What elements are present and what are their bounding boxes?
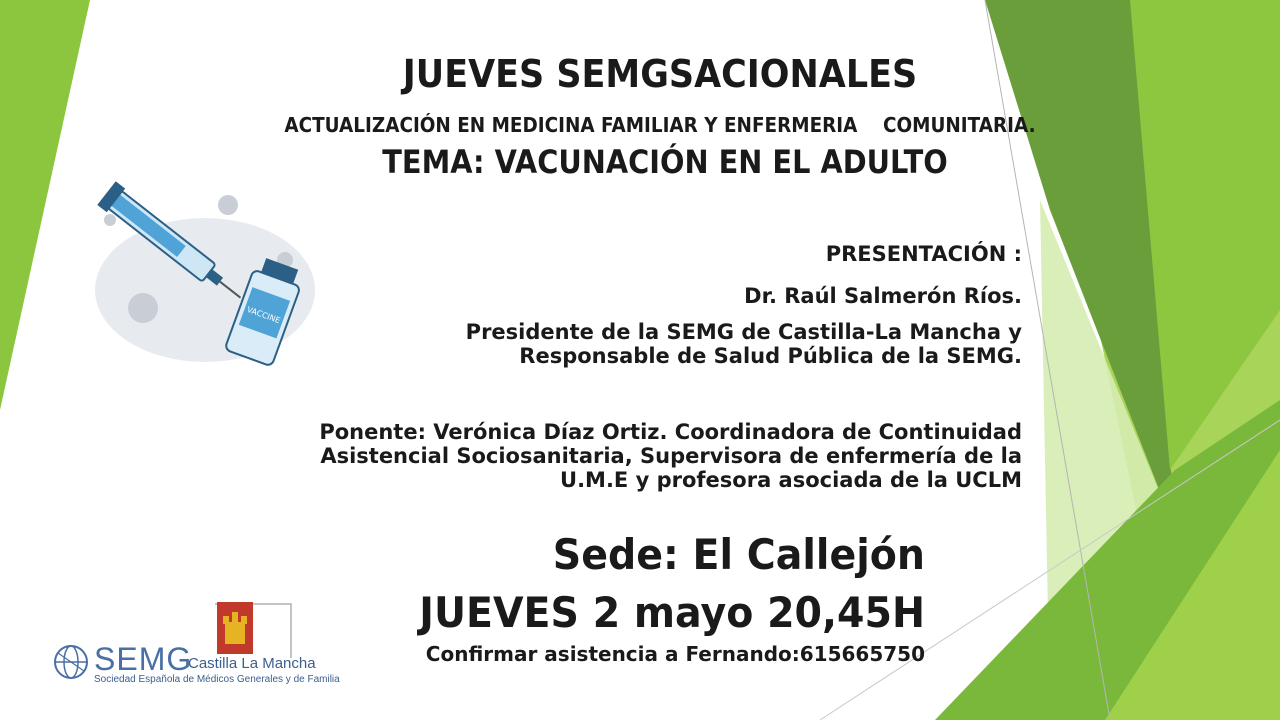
- venue: Sede: El Callejón: [552, 530, 925, 579]
- vial-label: VACCINE: [245, 304, 282, 326]
- castilla-la-mancha-crest-icon: [215, 600, 295, 660]
- presentation-label: PRESENTACIÓN :: [825, 242, 1022, 266]
- speaker-info: [319, 420, 1022, 492]
- presenter-name: Dr. Raúl Salmerón Ríos.: [744, 284, 1022, 308]
- speaker-line3: U.M.E y profesora asociada de la UCLM: [560, 468, 1022, 492]
- speaker-line2: Asistencial Sociosanitaria, Supervisora de enfermería de la: [320, 444, 1022, 468]
- semg-logo-text: SEMG: [94, 641, 193, 677]
- speaker-line1: Ponente: Verónica Díaz Ortiz. Coordinadora de Continuidad: [319, 420, 1022, 444]
- vaccine-syringe-icon: [85, 180, 330, 380]
- presenter-role: [466, 320, 1022, 368]
- event-subtitle: ACTUALIZACIÓN EN MEDICINA FAMILIAR Y ENFERMERIA COMUNITARIA.: [284, 113, 1036, 137]
- event-date: JUEVES 2 mayo 20,45H: [419, 588, 925, 637]
- event-topic: TEMA: VACUNACIÓN EN EL ADULTO: [382, 143, 948, 181]
- presenter-role-line1: Presidente de la SEMG de Castilla-La Mancha y: [465, 320, 1022, 344]
- region-logo-text: Castilla La Mancha: [188, 655, 316, 672]
- presenter-role-line2: Responsable de Salud Pública de la SEMG.: [519, 344, 1022, 368]
- rsvp-contact: Confirmar asistencia a Fernando:615665750: [425, 642, 925, 666]
- society-name: Sociedad Española de Médicos Generales y de Familia: [94, 674, 340, 685]
- event-title: JUEVES SEMGSACIONALES: [402, 52, 918, 96]
- semg-globe-icon: [52, 643, 90, 681]
- left-green-triangle: [0, 0, 90, 410]
